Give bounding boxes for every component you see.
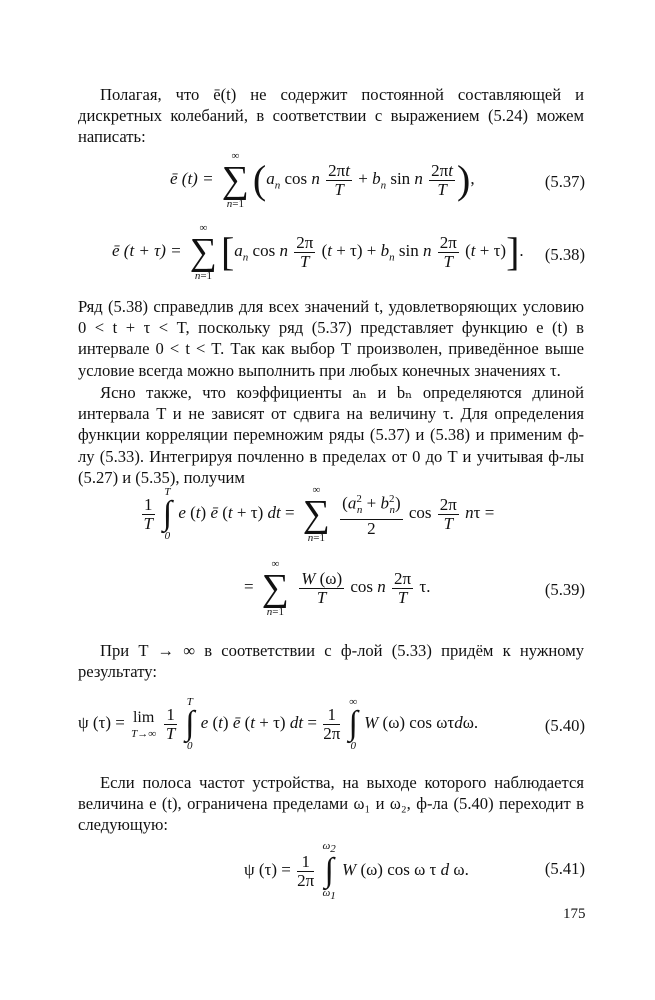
- paragraph-1: [78, 84, 584, 148]
- paragraph-3: [78, 382, 584, 488]
- paragraph-5-text: Если полоса частот устройства, на выходе которого наблюдается величина e (t), ограничена пределами ω₁ и ω₂, ф-ла (5.40) переходит в следующую:: [78, 773, 584, 835]
- equation-5-37: ē (t) = ∞ ∑ n=1 ($a_n$ cos n $\frac{2\pi t}{T}$ + $b_n$ sin n $\frac{2\pi t}{T}$ ),: [170, 150, 475, 210]
- equation-number-5-38: (5.38): [544, 245, 585, 264]
- equation-5-39-line-2: = ∞ ∑ n=1 $\frac{W (\omega)}{T}$ cos n $\frac{2\pi}{T}$ τ.: [244, 558, 431, 618]
- equation-number-5-41: (5.41): [544, 859, 585, 878]
- equation-5-41: ψ (τ) = $\frac{1}{2\pi}$ $\omega_2$ ∫ $\omega_1$ W (ω) cos ω τ d ω.: [244, 840, 469, 903]
- paragraph-1-text: Полагая, что ē(t) не содержит постоянной составляющей и дискретных колебаний, в соответствии с выражением (5.24) можем написать:: [78, 85, 584, 147]
- equation-5-40-lhs: ψ (τ) =: [78, 712, 125, 732]
- equation-5-41-lhs: ψ (τ) =: [244, 860, 291, 880]
- paragraph-2-text: Ряд (5.38) справедлив для всех значений t, удовлетворяющих условию 0 < t + τ < T, поскольку ряд (5.37) представляет функцию e (t) в интервале 0 < t < T. Так как выбор T произволен, приведённое выше условие всегда можно выполнить при любых конечных значениях τ.: [78, 297, 584, 380]
- equation-5-40: ψ (τ) = lim T→∞ $\frac{1}{T}$ T ∫ 0 e (t) ē (t + τ) dt = $\frac{1}{2\pi}$ ∞ ∫ 0 W (ω) cos ωτdω.: [78, 696, 479, 752]
- page-number: 175: [563, 906, 586, 922]
- equation-number-5-40: (5.40): [544, 716, 585, 735]
- equation-number-5-37: (5.37): [544, 172, 585, 191]
- paragraph-4: [78, 640, 584, 682]
- equation-number-5-39: (5.39): [544, 580, 585, 599]
- paragraph-4-text: При T → ∞ в соответствии с ф-лой (5.33) придём к нужному результату:: [78, 641, 584, 682]
- paragraph-2: [78, 296, 584, 381]
- paragraph-3-text: Ясно также, что коэффициенты aₙ и bₙ определяются длиной интервала T и не зависят от сдвига на величину τ. Для определения функции корреляции перемножим ряды (5.37) и (5.38) и применим ф-лу (5.33). Интегрируя почленно в пределах от 0 до T и учитывая ф-лы (5.27) и (5.35), получим: [78, 383, 584, 487]
- paragraph-5: [78, 772, 584, 836]
- equation-5-38-lhs: ē (t + τ) =: [112, 240, 182, 260]
- equation-5-39-line-1: $\frac{1}{T}$ T ∫ 0 e (t) ē (t + τ) dt = ∞ ∑ n=1 $\frac{(a^2_n + b^2_n)}{2}$ cos $\frac{2\pi}{T}$ nτ =: [143, 484, 495, 544]
- equation-5-38: ē (t + τ) = ∞ ∑ n=1 [$a_n$ cos n $\frac{2\pi}{T}$ $(t + \tau) + b_n$ sin n $\frac{2\pi}{T}$ (t + τ)].: [112, 222, 524, 282]
- equation-5-37-lhs: ē (t) =: [170, 168, 214, 188]
